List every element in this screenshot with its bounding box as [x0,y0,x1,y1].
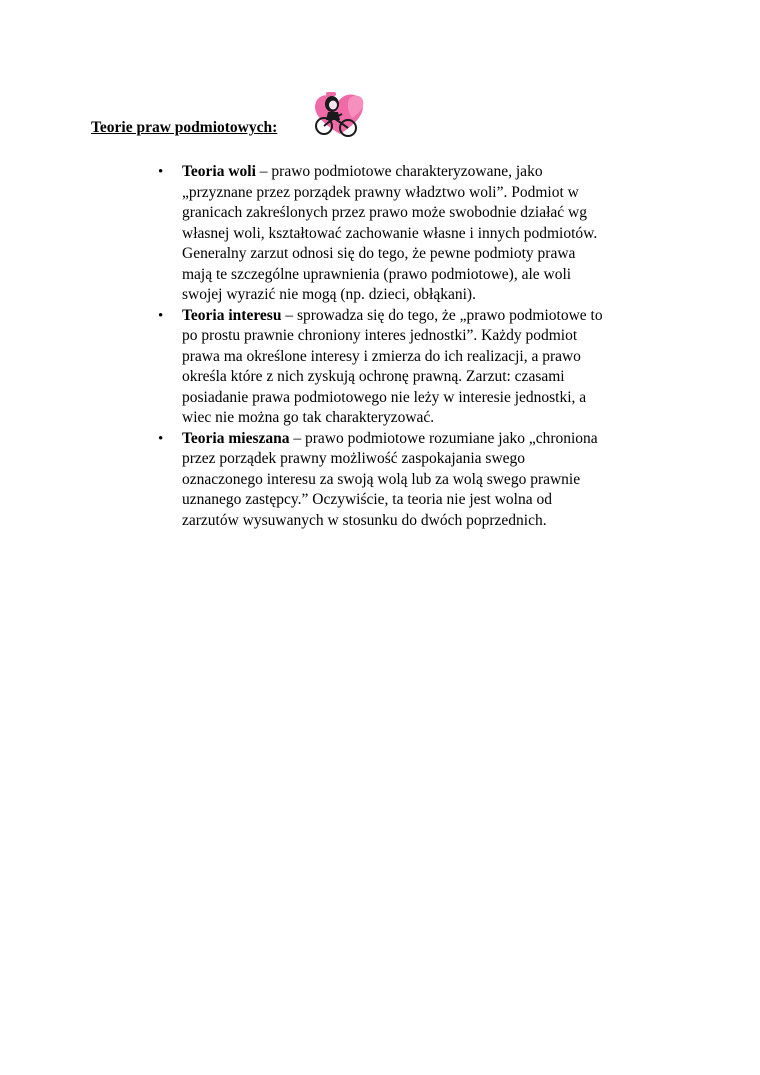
list-item-text [182,306,672,429]
bullet-dot: • [158,307,164,324]
list-item [0,306,760,429]
text-line: mają te szczególne uprawnienia (prawo podmiotowe), ale woli [182,265,572,283]
text-line: prawa ma określone interesy i zmierza do ich realizacji, a prawo [182,347,581,365]
text-line: wiec nie można go tak charakteryzować. [182,409,435,426]
bullet-dot: • [158,430,164,447]
item-term: Teoria mieszana [182,429,290,447]
page-title: Teorie praw podmiotowych: [91,119,278,136]
text-line: Generalny zarzut odnosi się do tego, że pewne podmioty prawa [182,245,576,262]
list-item-text [182,429,672,532]
list-item-text [182,162,672,306]
text-line: – sprowadza się do tego, że „prawo podmiotowe to [281,306,603,324]
text-line: określa które z nich zyskują ochronę prawną. Zarzut: czasami [182,368,565,385]
text-line: po prostu prawnie chroniony interes jednostki”. Każdy podmiot [182,327,578,344]
text-line: granicach zakreślonych przez prawo może swobodnie działać wg [182,204,587,221]
bullet-dot: • [158,164,164,180]
text-line: swojej wyrazić nie mogą (np. dzieci, obłąkani). [182,286,476,303]
text-line: przez porządek prawny możliwość zaspokajania swego [182,450,526,467]
text-line: oznaczonego interesu za swoją wolą lub za wolą swego prawnie [182,470,581,488]
text-line: posiadanie prawa podmiotowego nie leży w interesie jednostki, a [182,388,587,406]
list-item [0,429,760,532]
item-term: Teoria woli [182,163,256,180]
heart-girl-on-bicycle-icon [310,88,368,138]
list-item [0,162,760,306]
text-line: „przyznane przez porządek prawny władztwo woli”. Podmiot w [182,183,579,201]
text-line: zarzutów wysuwanych w stosunku do dwóch poprzednich. [182,511,547,529]
text-line: – prawo podmiotowe rozumiane jako „chroniona [289,429,598,447]
text-line: – prawo podmiotowe charakteryzowane, jako [255,163,543,180]
text-line: uznanego zastępcy.” Oczywiście, ta teoria nie jest wolna od [182,491,552,508]
text-line: własnej woli, kształtować zachowanie własne i innych podmiotów. [182,224,598,242]
item-term: Teoria interesu [182,306,282,324]
bullet-list [0,162,760,531]
